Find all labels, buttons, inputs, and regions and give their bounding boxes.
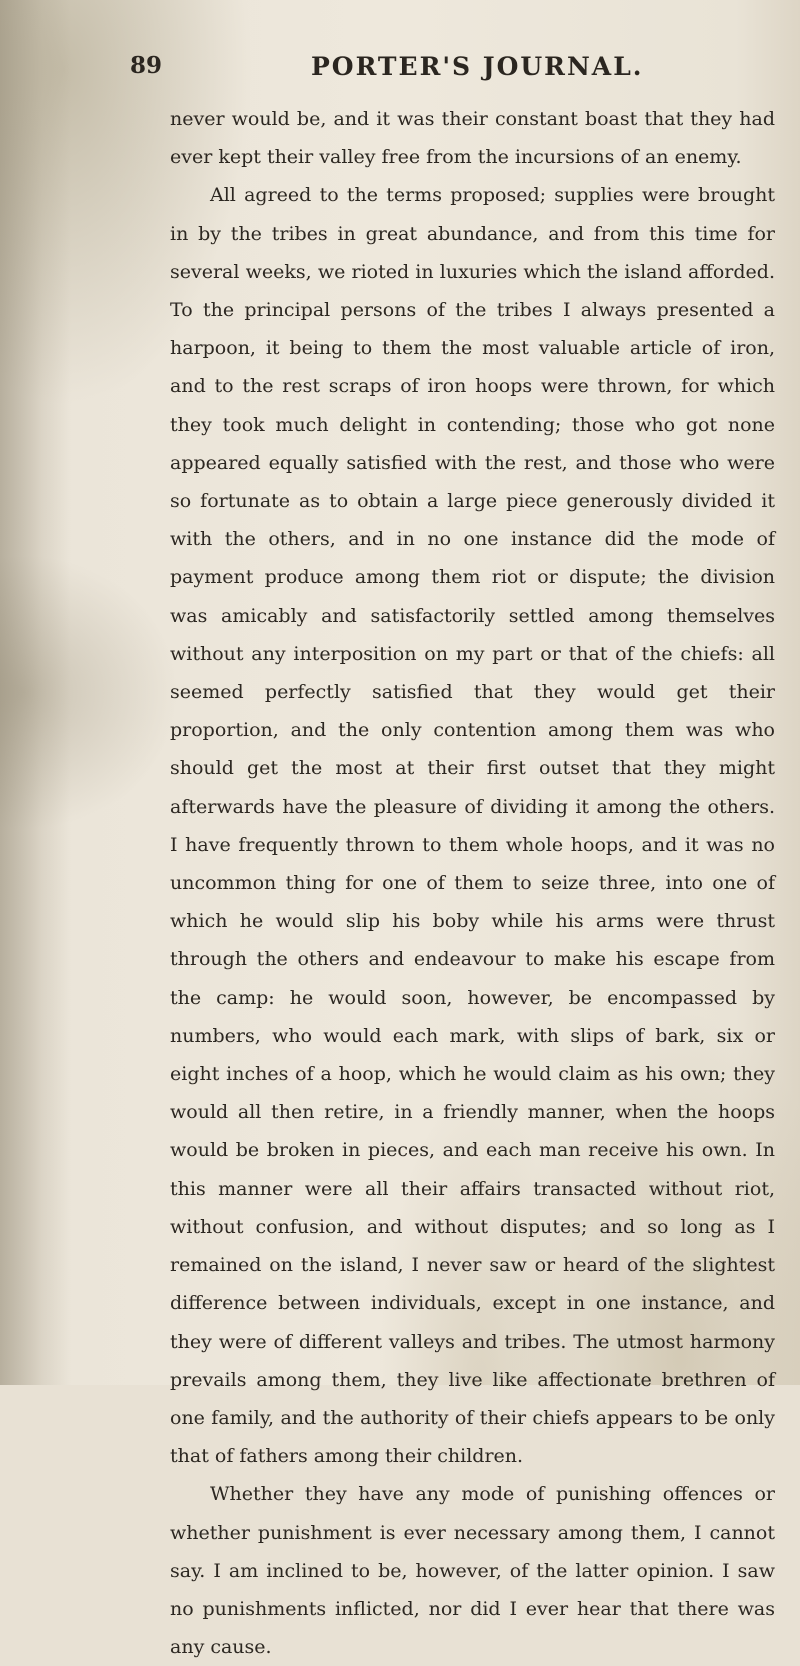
page-header bbox=[0, 52, 800, 96]
paragraph-continued: never would be, and it was their constant boast that they had ever kept their valley free from the incursions of an enemy. bbox=[170, 108, 775, 169]
running-title: PORTER'S JOURNAL. bbox=[311, 52, 644, 81]
paragraph: Whether they have any mode of punishing offences or whether punishment is ever necessary among them, I cannot say. I am inclined to be, however, of the latter opinion. I saw no punishments inflicted, nor did I ever hear that there was any cause. bbox=[170, 1483, 775, 1659]
paragraph: All agreed to the terms proposed; supplies were brought in by the tribes in great abundance, and from this time for several weeks, we rioted in luxuries which the island afforded. To the principal persons of the tribes I always presented a harpoon, it being to them the most valuable article of iron, and to the rest scraps of iron hoops were thrown, for which they took much delight in contending; those who got none appeared equally satisfied with the rest, and those who were so fortunate as to obtain a large piece generously divided it with the others, and in no one instance did the mode of payment produce among them riot or dispute; the division was amicably and satisfactorily settled among themselves without any interposition on my part or that of the chiefs: all seemed perfectly satisfied that they would get their proportion, and the only contention among them was who should get the most at their first outset that they might afterwards have the pleasure of dividing it among the others. I have frequently thrown to them whole hoops, and it was no uncommon thing for one of them to seize three, into one of which he would slip his boby while his arms were thrust through the others and endeavour to make his escape from the camp: he would soon, however, be encompassed by numbers, who would each mark, with slips of bark, six or eight inches of a hoop, which he would claim as his own; they would all then retire, in a friendly manner, when the hoops would be broken in pieces, and each man receive his own. In this manner were all their affairs transacted without riot, without confusion, and without disputes; and so long as I remained on the island, I never saw or heard of the slightest difference between individuals, except in one instance, and they were of different valleys and tribes. The utmost harmony prevails among them, they live like affectionate brethren of one family, and the authority of their chiefs appears to be only that of fathers among their children. bbox=[170, 184, 775, 1468]
page-number: 89 bbox=[130, 52, 163, 79]
page-gutter-shadow bbox=[0, 0, 70, 1385]
body-text bbox=[170, 100, 775, 1666]
